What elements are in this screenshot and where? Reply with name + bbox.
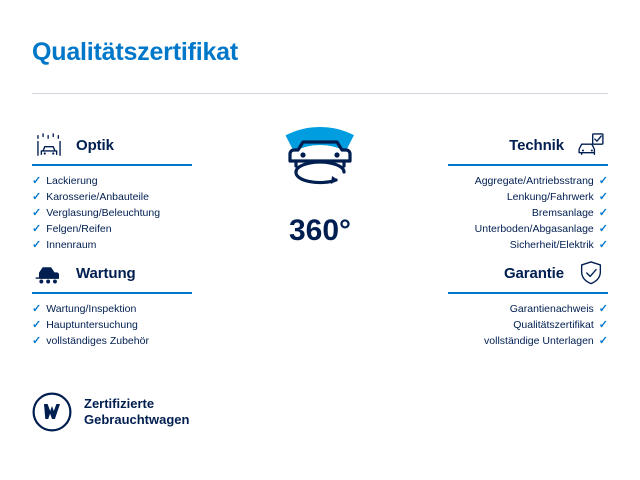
list-item-label: Bremsanlage bbox=[531, 207, 594, 219]
section-garantie-header bbox=[393, 258, 608, 288]
shield-check-icon bbox=[574, 258, 608, 288]
section-garantie-list bbox=[393, 301, 608, 349]
footer-line-2: Gebrauchtwagen bbox=[84, 412, 190, 427]
section-garantie-title: Garantie bbox=[503, 264, 564, 282]
check-icon: ✓ bbox=[598, 222, 608, 235]
section-optik-list bbox=[32, 173, 247, 253]
check-icon: ✓ bbox=[32, 238, 42, 251]
section-optik-rule bbox=[32, 164, 192, 166]
check-icon: ✓ bbox=[32, 302, 42, 315]
list-item-label: Felgen/Reifen bbox=[46, 223, 112, 235]
check-icon: ✓ bbox=[598, 238, 608, 251]
footer-brand bbox=[32, 392, 189, 432]
check-icon: ✓ bbox=[598, 206, 608, 219]
list-item-label: Wartung/Inspektion bbox=[46, 303, 137, 315]
list-item bbox=[393, 205, 608, 221]
list-item bbox=[32, 301, 247, 317]
list-item-label: Karosserie/Anbauteile bbox=[46, 191, 149, 203]
section-garantie-rule bbox=[448, 292, 608, 294]
list-item bbox=[393, 333, 608, 349]
list-item-label: vollständiges Zubehör bbox=[46, 335, 149, 347]
section-optik bbox=[32, 130, 247, 253]
footer-text bbox=[84, 396, 189, 428]
section-wartung-list bbox=[32, 301, 247, 349]
check-icon: ✓ bbox=[32, 334, 42, 347]
section-technik-rule bbox=[448, 164, 608, 166]
car-lift-icon bbox=[32, 258, 66, 288]
list-item bbox=[32, 189, 247, 205]
list-item bbox=[32, 205, 247, 221]
badge-360-gebrauchtwagen-check bbox=[228, 110, 412, 294]
section-technik-header bbox=[393, 130, 608, 160]
section-optik-title: Optik bbox=[76, 136, 114, 154]
list-item-label: Lackierung bbox=[46, 175, 98, 187]
check-icon: ✓ bbox=[598, 302, 608, 315]
check-icon: ✓ bbox=[598, 318, 608, 331]
check-icon: ✓ bbox=[598, 190, 608, 203]
section-wartung-title: Wartung bbox=[76, 264, 136, 282]
list-item bbox=[393, 317, 608, 333]
section-technik bbox=[393, 130, 608, 253]
check-icon: ✓ bbox=[32, 222, 42, 235]
title-divider bbox=[32, 93, 608, 94]
section-technik-title: Technik bbox=[509, 136, 564, 154]
check-icon: ✓ bbox=[32, 190, 42, 203]
list-item bbox=[393, 237, 608, 253]
page-title: Qualitätszertifikat bbox=[32, 38, 238, 66]
section-wartung bbox=[32, 258, 247, 349]
car-wash-icon bbox=[32, 130, 66, 160]
list-item bbox=[32, 237, 247, 253]
list-item-label: Aggregate/Antriebsstrang bbox=[474, 175, 594, 187]
list-item bbox=[32, 221, 247, 237]
list-item bbox=[393, 221, 608, 237]
list-item-label: vollständige Unterlagen bbox=[484, 335, 594, 347]
list-item-label: Hauptuntersuchung bbox=[46, 319, 138, 331]
list-item bbox=[32, 173, 247, 189]
list-item-label: Innenraum bbox=[46, 239, 97, 251]
check-icon: ✓ bbox=[32, 174, 42, 187]
check-icon: ✓ bbox=[598, 174, 608, 187]
badge-center-value: 360° bbox=[288, 214, 352, 247]
list-item-label: Unterboden/Abgasanlage bbox=[474, 223, 594, 235]
check-icon: ✓ bbox=[32, 318, 42, 331]
list-item bbox=[32, 317, 247, 333]
list-item-label: Garantienachweis bbox=[509, 303, 594, 315]
list-item bbox=[393, 301, 608, 317]
vw-logo bbox=[32, 392, 72, 432]
list-item bbox=[32, 333, 247, 349]
list-item-label: Sicherheit/Elektrik bbox=[509, 239, 594, 251]
section-garantie bbox=[393, 258, 608, 349]
section-optik-header bbox=[32, 130, 247, 160]
section-wartung-rule bbox=[32, 292, 192, 294]
list-item-label: Verglasung/Beleuchtung bbox=[46, 207, 161, 219]
list-item bbox=[393, 189, 608, 205]
list-item bbox=[393, 173, 608, 189]
section-technik-list bbox=[393, 173, 608, 253]
check-icon: ✓ bbox=[598, 334, 608, 347]
section-wartung-header bbox=[32, 258, 247, 288]
check-icon: ✓ bbox=[32, 206, 42, 219]
footer-line-1: Zertifizierte bbox=[84, 396, 155, 411]
car-check-icon bbox=[574, 130, 608, 160]
svg-text:Gebrauchtwagen-Check: Gebrauchtwagen-Check bbox=[253, 217, 387, 273]
list-item-label: Qualitätszertifikat bbox=[513, 319, 594, 331]
list-item-label: Lenkung/Fahrwerk bbox=[506, 191, 594, 203]
